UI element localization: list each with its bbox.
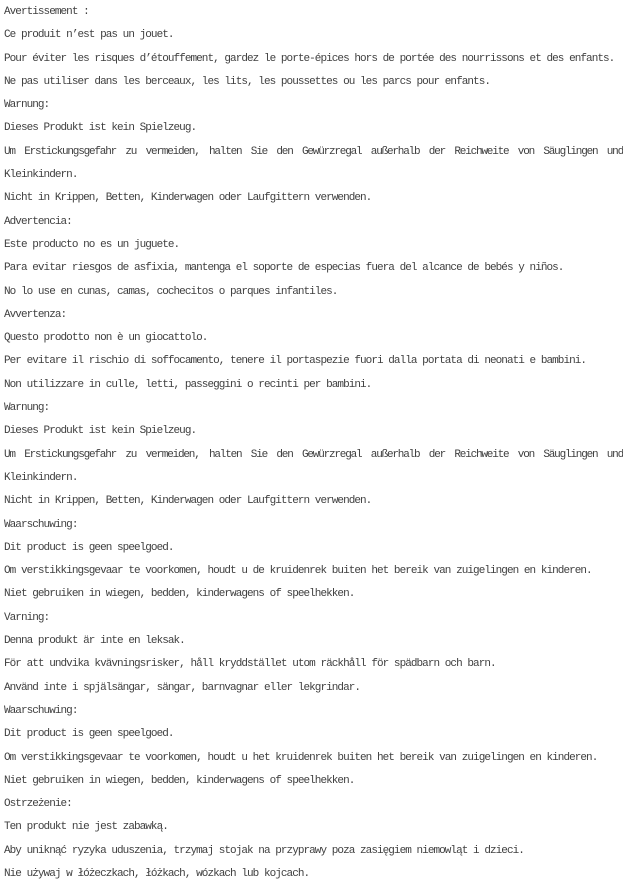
text-line: Um Erstickungsgefahr zu vermeiden, halten Sie den Gewürzregal außerhalb der Reichweite von Säuglingen und [4,448,623,461]
text-line: Dieses Produkt ist kein Spielzeug. [4,425,197,438]
text-line: Niet gebruiken in wiegen, bedden, kinderwagens of speelhekken. [4,588,355,601]
section-heading-french-0: Avertissement : [4,6,89,18]
text-line: Ne pas utiliser dans les berceaux, les lits, les poussettes ou les parcs pour enfants. [4,75,490,88]
text-line: Dit product is geen speelgoed. [4,541,174,554]
text-line: Aby uniknąć ryzyka uduszenia, trzymaj stojak na przyprawy poza zasięgiem niemowląt i dzieci. [4,844,524,857]
text-line: Niet gebruiken in wiegen, bedden, kinderwagens of speelhekken. [4,774,355,787]
text-line: Nicht in Krippen, Betten, Kinderwagen oder Laufgittern verwenden. [4,495,372,508]
text-line: Per evitare il rischio di soffocamento, tenere il portaspezie fuori dalla portata di neonati e bambini. [4,355,587,368]
text-line: Non utilizzare in culle, letti, passeggini o recinti per bambini. [4,378,372,391]
text-line: No lo use en cunas, camas, cochecitos o parques infantiles. [4,285,338,298]
section-heading-dutch-5: Waarschuwing: [4,518,78,531]
text-line: Ten produkt nie jest zabawką. [4,821,168,834]
section-heading-spanish-2: Advertencia: [4,215,72,228]
text-line: För att undvika kvävningsrisker, håll kryddstället utom räckhåll för spädbarn och barn. [4,658,496,671]
text-line: Kleinkindern. [4,169,78,182]
text-line: Pour éviter les risques d’étouffement, gardez le porte-épices hors de portée des nourrissons et des enfants. [4,52,615,65]
text-line: Ce produit n’est pas un jouet. [4,29,174,42]
text-line: Denna produkt är inte en leksak. [4,635,185,648]
text-line: Kleinkindern. [4,471,78,484]
section-heading-dutch-7: Waarschuwing: [4,704,78,717]
text-line: Dieses Produkt ist kein Spielzeug. [4,122,197,135]
text-line: Dit product is geen speelgoed. [4,728,174,741]
text-line: Este producto no es un juguete. [4,238,180,251]
text-line: Questo prodotto non è un giocattolo. [4,332,208,345]
section-heading-german-1: Warnung: [4,99,50,112]
text-line: Använd inte i spjälsängar, sängar, barnvagnar eller lekgrindar. [4,681,361,694]
section-heading-swedish-6: Varning: [4,611,50,624]
text-line: Om verstikkingsgevaar te voorkomen, houdt u de kruidenrek buiten het bereik van zuigelingen en kinderen. [4,565,592,578]
text-line: Nie używaj w łóżeczkach, łóżkach, wózkach lub kojcach. [4,867,310,880]
section-heading-italian-3: Avvertenza: [4,308,67,321]
text-line: Para evitar riesgos de asfixia, mantenga el soporte de especias fuera del alcance de bebés y niños. [4,262,564,275]
text-line: Um Erstickungsgefahr zu vermeiden, halten Sie den Gewürzregal außerhalb der Reichweite von Säuglingen und [4,145,623,158]
text-line: Om verstikkingsgevaar te voorkomen, houdt u het kruidenrek buiten het bereik van zuigelingen en kinderen. [4,751,598,764]
section-heading-german-4: Warnung: [4,402,50,415]
text-line: Nicht in Krippen, Betten, Kinderwagen oder Laufgittern verwenden. [4,192,372,205]
section-heading-polish-8: Ostrzeżenie: [4,798,72,811]
